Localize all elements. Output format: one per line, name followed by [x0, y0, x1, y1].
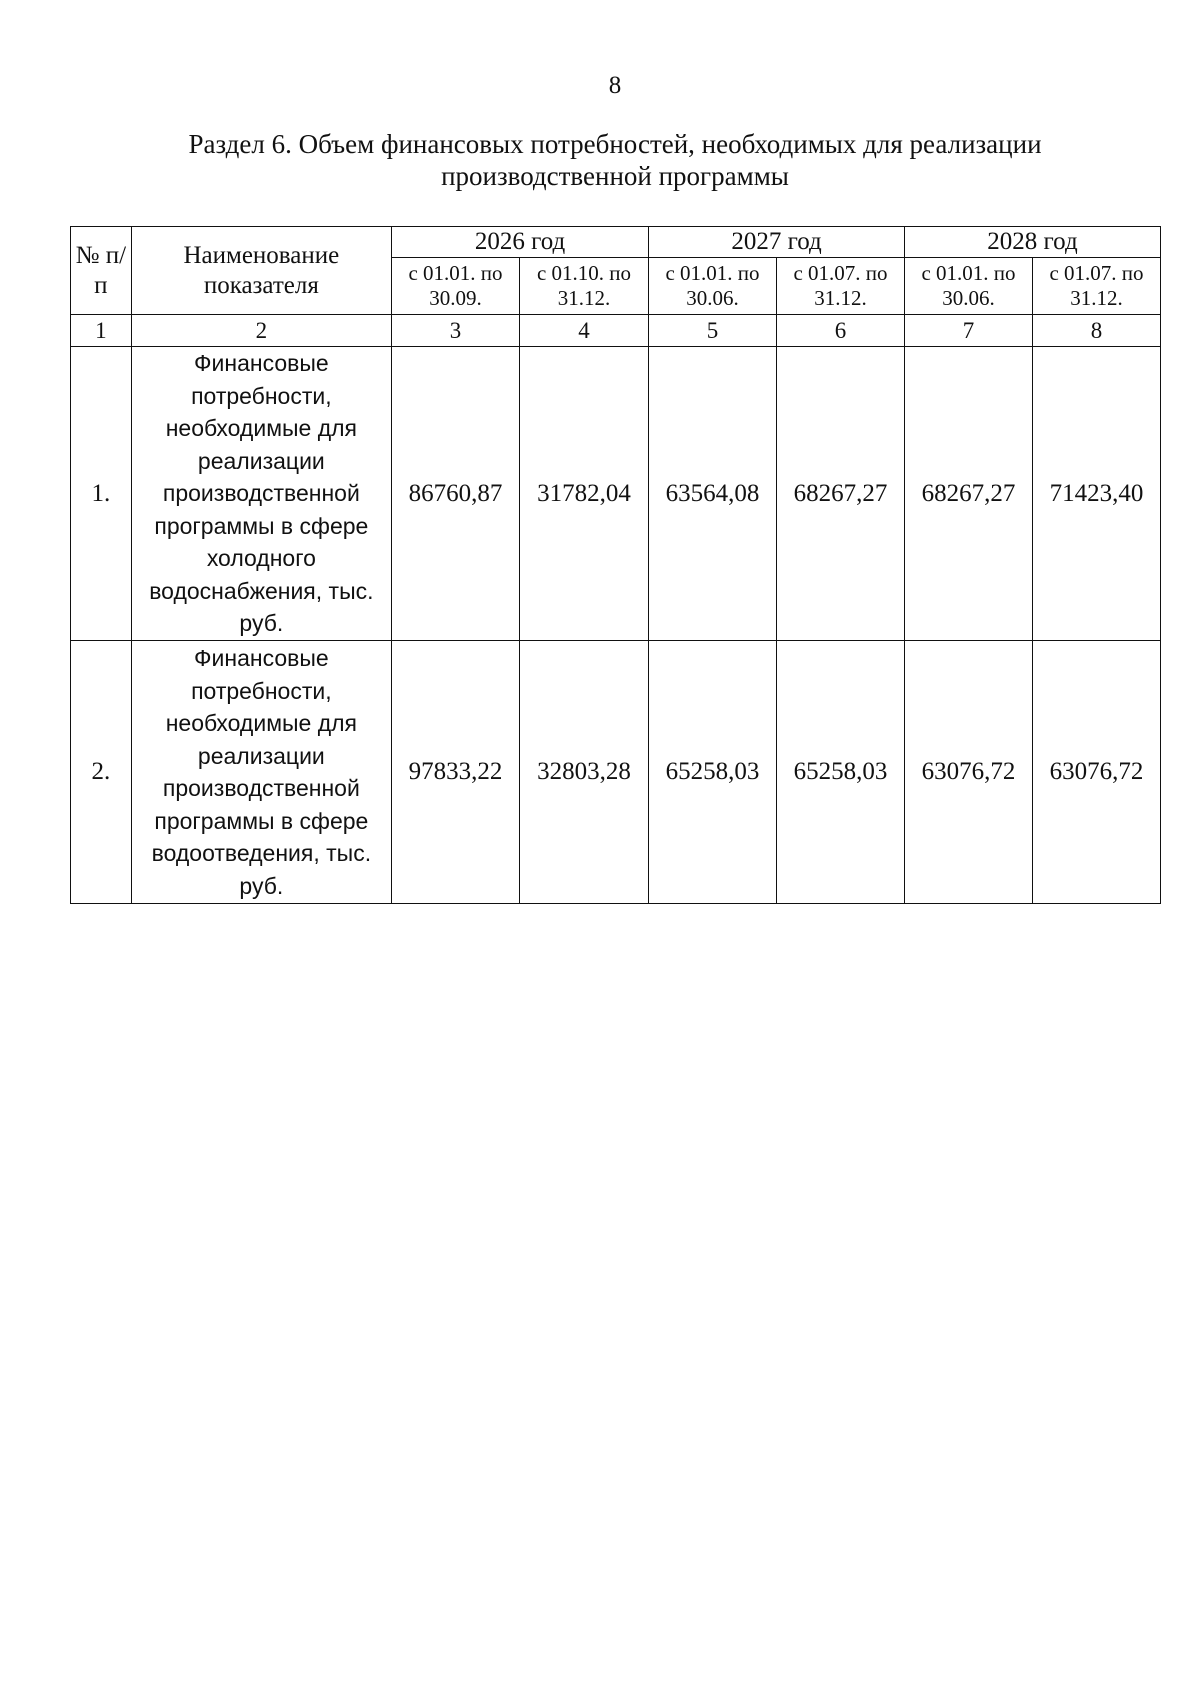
header-year-2027: 2027 год: [649, 227, 905, 258]
header-period: с 01.01. по 30.06.: [904, 258, 1032, 315]
row-value: 68267,27: [777, 347, 905, 641]
header-period: с 01.01. по 30.09.: [392, 258, 520, 315]
row-value: 65258,03: [649, 641, 777, 904]
row-index: 1.: [71, 347, 132, 641]
row-value: 63076,72: [904, 641, 1032, 904]
row-value: 65258,03: [777, 641, 905, 904]
row-value: 68267,27: [904, 347, 1032, 641]
column-number: 7: [904, 315, 1032, 347]
column-number: 5: [649, 315, 777, 347]
header-year-2026: 2026 год: [392, 227, 649, 258]
row-value: 63564,08: [649, 347, 777, 641]
column-number: 6: [777, 315, 905, 347]
row-indicator-name: Финансовые потребности, необходимые для реализации производственной программы в сфере водоотведения, тыс. руб.: [131, 641, 391, 904]
header-period: с 01.07. по 31.12.: [1032, 258, 1160, 315]
header-period: с 01.07. по 31.12.: [777, 258, 905, 315]
row-value: 31782,04: [519, 347, 648, 641]
page-number: 8: [608, 72, 622, 99]
row-indicator-name: Финансовые потребности, необходимые для реализации производственной программы в сфере холодного водоснабжения, тыс. руб.: [131, 347, 391, 641]
header-num: № п/п: [71, 227, 132, 315]
section-title: Раздел 6. Объем финансовых потребностей, необходимых для реализации производственной программы: [188, 129, 1042, 191]
financial-needs-table: [70, 226, 1161, 904]
header-year-2028: 2028 год: [904, 227, 1160, 258]
row-value: 97833,22: [392, 641, 520, 904]
row-value: 32803,28: [519, 641, 648, 904]
row-value: 71423,40: [1032, 347, 1160, 641]
table-row: [71, 641, 1161, 904]
column-number: 4: [519, 315, 648, 347]
column-number: 8: [1032, 315, 1160, 347]
row-value: 86760,87: [392, 347, 520, 641]
column-number: 2: [131, 315, 391, 347]
row-value: 63076,72: [1032, 641, 1160, 904]
column-number: 3: [392, 315, 520, 347]
table-row: [71, 347, 1161, 641]
row-index: 2.: [71, 641, 132, 904]
header-period: с 01.01. по 30.06.: [649, 258, 777, 315]
header-name: Наименование показателя: [131, 227, 391, 315]
column-number: 1: [71, 315, 132, 347]
header-period: с 01.10. по 31.12.: [519, 258, 648, 315]
